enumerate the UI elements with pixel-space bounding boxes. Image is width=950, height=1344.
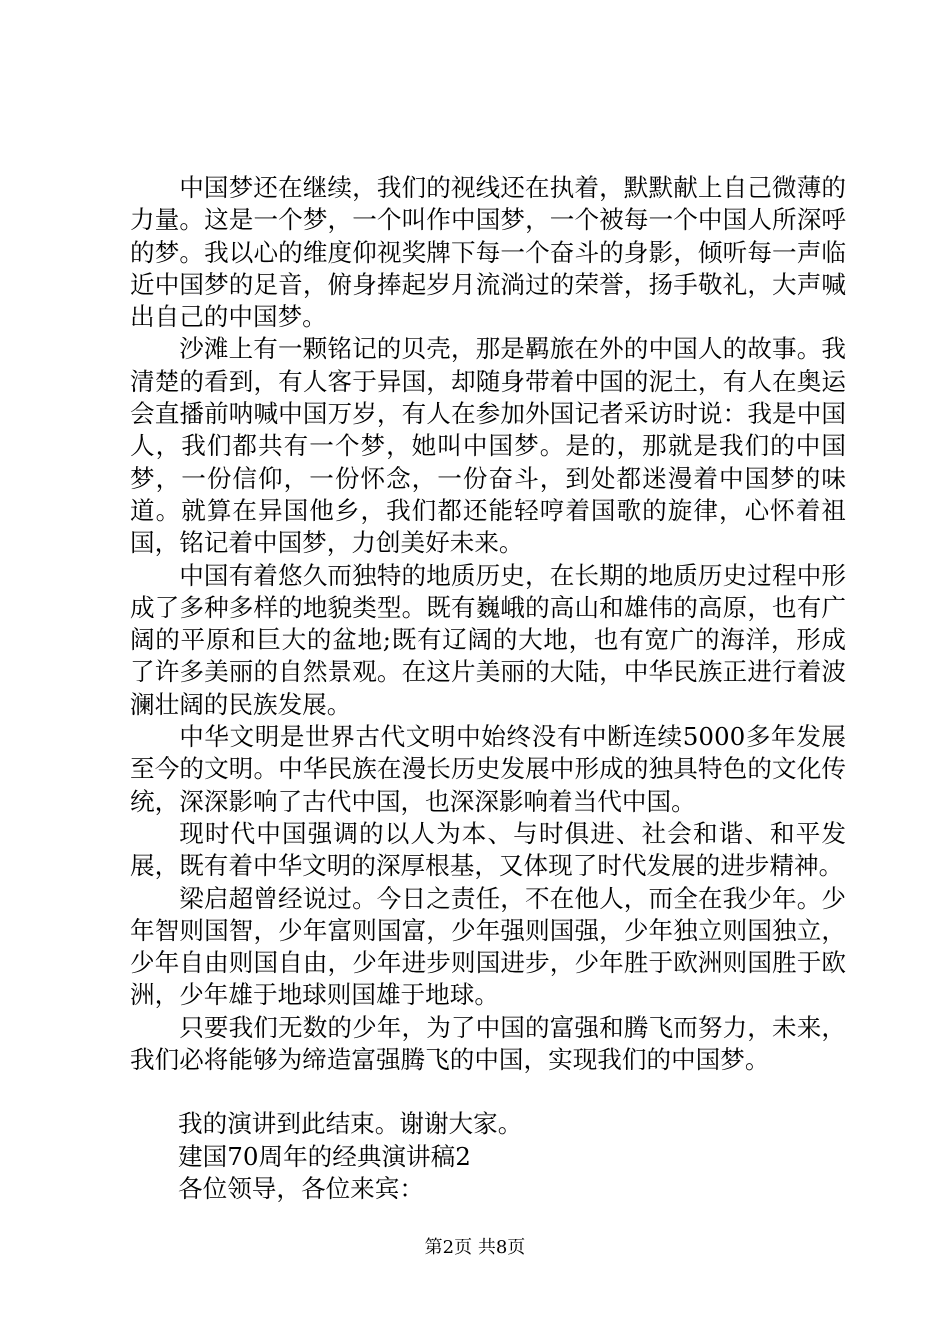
paragraph-7: 只要我们无数的少年，为了中国的富强和腾飞而努力，未来，我们必将能够为缔造富强腾飞的中国，实现我们的中国梦。 <box>130 1012 846 1075</box>
paragraph-5: 现时代中国强调的以人为本、与时俱进、社会和谐、和平发展，既有着中华文明的深厚根基，又体现了时代发展的进步精神。 <box>130 818 846 881</box>
paragraph-3: 中国有着悠久而独特的地质历史，在长期的地质历史过程中形成了多种多样的地貌类型。既有巍峨的高山和雄伟的高原，也有广阔的平原和巨大的盆地;既有辽阔的大地，也有宽广的海洋，形成了许多美丽的自然景观。在这片美丽的大陆，中华民族正进行着波澜壮阔的民族发展。 <box>130 560 846 719</box>
salutation: 各位领导，各位来宾： <box>178 1173 424 1203</box>
paragraph-1: 中国梦还在继续，我们的视线还在执着，默默献上自己微薄的力量。这是一个梦，一个叫作中国梦，一个被每一个中国人所深呼的梦。我以心的维度仰视奖牌下每一个奋斗的身影，倾听每一声临近中国梦的足音，俯身捧起岁月流淌过的荣誉，扬手敬礼，大声喊出自己的中国梦。 <box>130 173 846 332</box>
closing-line: 我的演讲到此结束。谢谢大家。 <box>178 1109 523 1139</box>
paragraph-2: 沙滩上有一颗铭记的贝壳，那是羁旅在外的中国人的故事。我清楚的看到，有人客于异国，却随身带着中国的泥土，有人在奥运会直播前呐喊中国万岁，有人在参加外国记者采访时说：我是中国人，我们都共有一个梦，她叫中国梦。是的，那就是我们的中国梦，一份信仰，一份怀念，一份奋斗，到处都迷漫着中国梦的味道。就算在异国他乡，我们都还能轻哼着国歌的旋律，心怀着祖国，铭记着中国梦，力创美好未来。 <box>130 334 846 558</box>
paragraph-6: 梁启超曾经说过。今日之责任，不在他人，而全在我少年。少年智则国智，少年富则国富，少年强则国强，少年独立则国独立，少年自由则国自由，少年进步则国进步，少年胜于欧洲则国胜于欧洲，少年雄于地球则国雄于地球。 <box>130 883 846 1010</box>
next-speech-title: 建国70周年的经典演讲稿2 <box>178 1141 471 1171</box>
page-footer: 第2页 共8页 <box>424 1237 526 1258</box>
blank-line <box>130 1076 846 1108</box>
paragraph-4: 中华文明是世界古代文明中始终没有中断连续5000多年发展至今的文明。中华民族在漫长历史发展中形成的独具特色的文化传统，深深影响了古代中国，也深深影响着当代中国。 <box>130 722 846 816</box>
document-body <box>130 172 846 1205</box>
